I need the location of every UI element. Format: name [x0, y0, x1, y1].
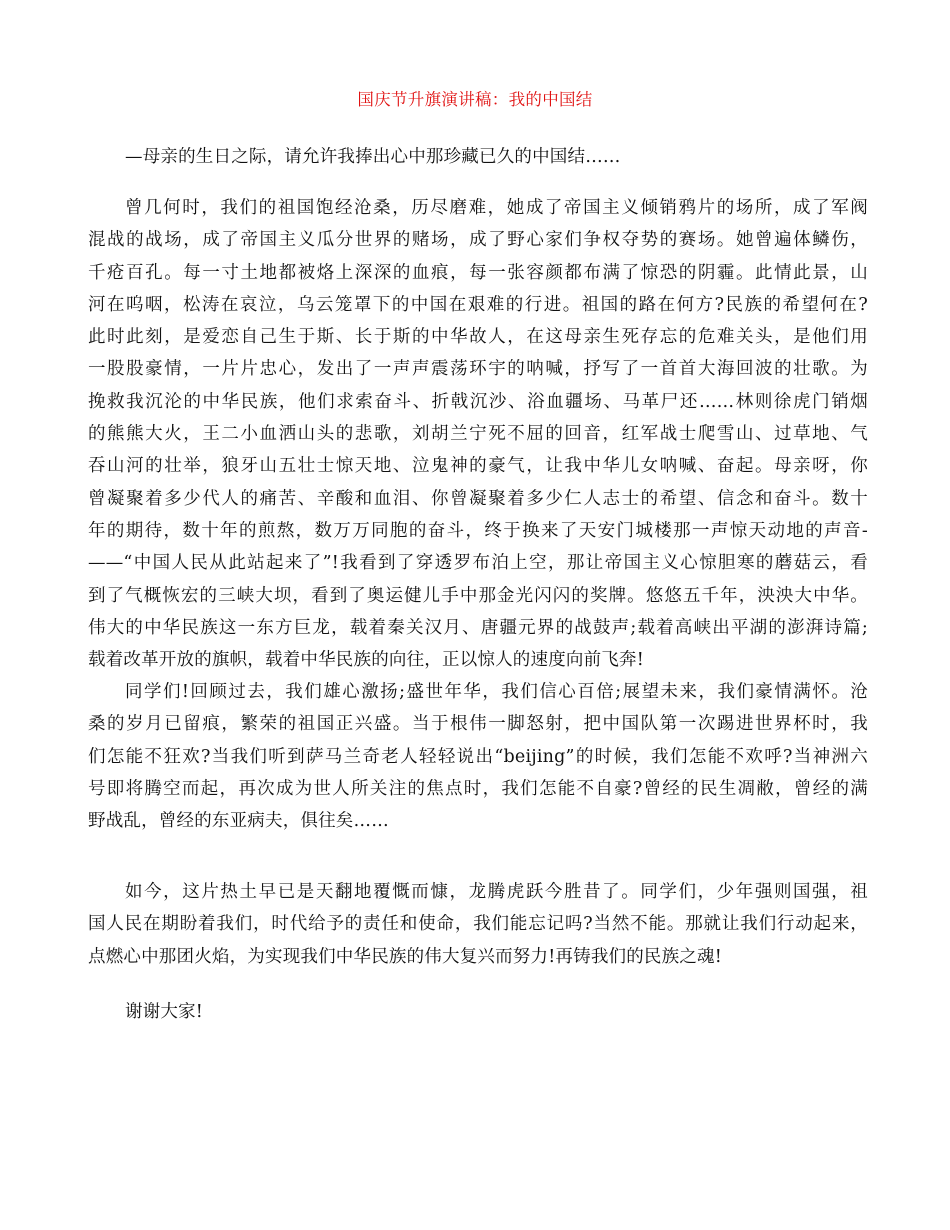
paragraph-line: 的熊熊大火，王二小血洒山头的悲歌，刘胡兰宁死不屈的回音，红军战士爬雪山、过草地、气: [88, 424, 868, 445]
document-title: 国庆节升旗演讲稿：我的中国结: [357, 90, 593, 109]
paragraph-line: 混战的战场，成了帝国主义瓜分世界的赌场，成了野心家们争权夺势的赛场。她曾遍体鳞伤，: [88, 230, 868, 251]
intro-line: —母亲的生日之际，请允许我捧出心中那珍藏已久的中国结……: [125, 147, 621, 167]
intro-paragraph: [88, 141, 868, 173]
paragraph-line: 们怎能不狂欢?当我们听到萨马兰奇老人轻轻说出“beijing”的时候，我们怎能不欢呼?当神洲六: [88, 746, 868, 767]
body-paragraph-1: [88, 192, 868, 676]
body-paragraph-2: [88, 676, 868, 837]
paragraph-line: 一股股豪情，一片片忠心，发出了一声声震荡环宇的呐喊，抒写了一首首大海回波的壮歌。为: [88, 359, 868, 380]
paragraph-line: 野战乱，曾经的东亚病夫，俱往矣……: [88, 811, 389, 832]
paragraph-line: 载着改革开放的旗帜，载着中华民族的向往，正以惊人的速度向前飞奔!: [88, 650, 644, 671]
paragraph-line: ——“中国人民从此站起来了”!我看到了穿透罗布泊上空，那让帝国主义心惊胆寒的蘑菇云，看: [88, 553, 868, 574]
paragraph-line: 吞山河的壮举，狼牙山五壮士惊天地、泣鬼神的豪气，让我中华儿女呐喊、奋起。母亲呀，你: [88, 456, 868, 477]
paragraph-line: 曾凝聚着多少代人的痛苦、辛酸和血泪、你曾凝聚着多少仁人志士的希望、信念和奋斗。数十: [88, 488, 868, 509]
paragraph-line: 此时此刻，是爱恋自己生于斯、长于斯的中华故人，在这母亲生死存忘的危难关头，是他们用: [88, 327, 868, 348]
paragraph-line: 桑的岁月已留痕，繁荣的祖国正兴盛。当于根伟一脚怒射，把中国队第一次踢进世界杯时，我: [88, 714, 868, 735]
paragraph-line: 同学们!回顾过去，我们雄心激扬;盛世年华，我们信心百倍;展望未来，我们豪情满怀。沧: [125, 682, 868, 702]
paragraph-line: 河在呜咽，松涛在哀泣，乌云笼罩下的中国在艰难的行进。祖国的路在何方?民族的希望何在?: [88, 294, 868, 315]
paragraph-line: 年的期待，数十年的煎熬，数万万同胞的奋斗，终于换来了天安门城楼那一声惊天动地的声音-: [88, 520, 868, 541]
closing-paragraph: [88, 996, 868, 1028]
paragraph-line: 点燃心中那团火焰，为实现我们中华民族的伟大复兴而努力!再铸我们的民族之魂!: [88, 946, 722, 967]
paragraph-line: 国人民在期盼着我们，时代给予的责任和使命，我们能忘记吗?当然不能。那就让我们行动起来，: [88, 914, 868, 935]
paragraph-line: 挽救我沉沦的中华民族，他们求索奋斗、折戟沉沙、浴血疆场、马革尸还……林则徐虎门销烟: [88, 391, 868, 412]
closing-line: 谢谢大家!: [125, 1002, 204, 1022]
paragraph-line: 如今，这片热土早已是天翻地覆慨而慷，龙腾虎跃今胜昔了。同学们，少年强则国强，祖: [125, 882, 868, 902]
body-paragraph-3: [88, 876, 868, 973]
paragraph-line: 号即将腾空而起，再次成为世人所关注的焦点时，我们怎能不自豪?曾经的民生凋敝，曾经的满: [88, 778, 868, 799]
paragraph-line: 伟大的中华民族这一东方巨龙，载着秦关汉月、唐疆元界的战鼓声;载着高峡出平湖的澎湃诗篇;: [88, 617, 868, 638]
paragraph-line: 到了气概恢宏的三峡大坝，看到了奥运健儿手中那金光闪闪的奖牌。悠悠五千年，泱泱大中华。: [88, 585, 868, 606]
paragraph-line: 千疮百孔。每一寸土地都被烙上深深的血痕，每一张容颜都布满了惊恐的阴霾。此情此景，山: [88, 262, 868, 283]
paragraph-line: 曾几何时，我们的祖国饱经沧桑，历尽磨难，她成了帝国主义倾销鸦片的场所，成了军阀: [125, 198, 868, 218]
